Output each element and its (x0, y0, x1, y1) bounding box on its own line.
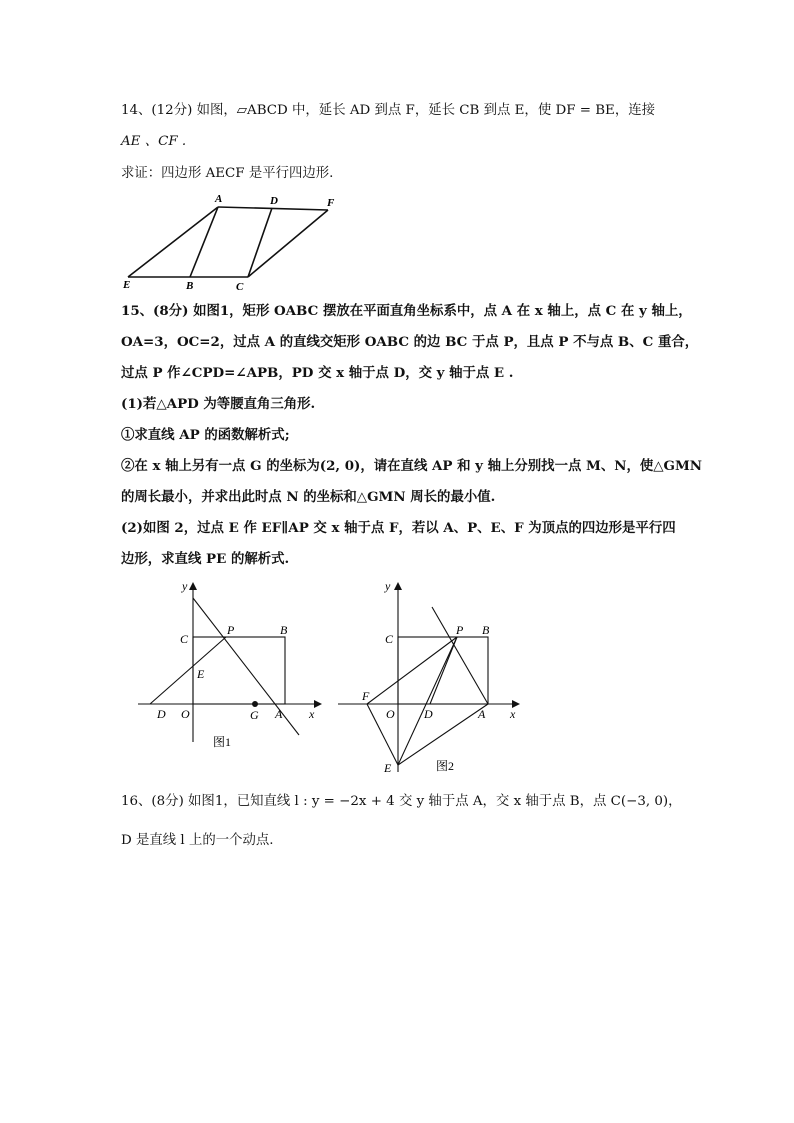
fig1-label-E: E (197, 667, 205, 681)
q16-line2: D 是直线 l 上的一个动点. (121, 833, 274, 848)
q15-line2: OA=3，OC=2，过点 A 的直线交矩形 OABC 的边 BC 于点 P，且点 P 不与点 B、C 重合， (121, 334, 699, 350)
q14-line3: 求证：四边形 AECF 是平行四边形. (121, 166, 334, 181)
fig1-caption: 图1 (213, 735, 232, 749)
fig1-label-B: B (280, 623, 288, 637)
fig2-label-F: F (362, 689, 370, 703)
fig1-label-D: D (157, 707, 166, 721)
fig2-label-D: D (424, 707, 433, 721)
fig2-label-y: y (385, 579, 391, 593)
fig2-label-B: B (482, 623, 490, 637)
fig2-label-E: E (384, 761, 392, 775)
q15-line8: (2)如图 2，过点 E 作 EF∥AP 交 x 轴于点 F，若以 A、P、E、F 为顶点的四边形是平行四 (121, 520, 676, 536)
q15-line7: 的周长最小，并求出此时点 N 的坐标和△GMN 周长的最小值. (121, 489, 496, 505)
fig2-label-O: O (386, 707, 395, 721)
q14-label-F: F (327, 197, 335, 209)
fig2-label-x: x (510, 707, 516, 721)
fig1-label-O: O (181, 707, 190, 721)
q15-line9: 边形，求直线 PE 的解析式. (121, 551, 290, 567)
fig2-label-A: A (478, 707, 486, 721)
fig1-label-P: P (227, 623, 235, 637)
q14-line2: AE 、CF . (121, 134, 187, 149)
fig2-label-P: P (456, 623, 464, 637)
fig1-label-x: x (309, 707, 315, 721)
q14-label-D: D (270, 195, 278, 207)
fig2-label-C: C (385, 632, 394, 646)
q15-line6: ②在 x 轴上另有一点 G 的坐标为(2, 0)，请在直线 AP 和 y 轴上分别找一点 M、N，使△GMN (121, 458, 703, 474)
q14-label-B: B (186, 280, 194, 292)
q14-line1: 14、(12分) 如图，▱ABCD 中，延长 AD 到点 F，延长 CB 到点 E，使 DF = BE，连接 (121, 103, 656, 118)
q14-label-C: C (236, 281, 244, 293)
q15-line3: 过点 P 作∠CPD=∠APB，PD 交 x 轴于点 D，交 y 轴于点 E . (121, 365, 514, 381)
fig1-label-A: A (275, 707, 283, 721)
q16-line1: 16、(8分) 如图1，已知直线 l : y = −2x + 4 交 y 轴于点 A，交 x 轴于点 B，点 C(−3, 0)， (121, 794, 682, 809)
fig1-label-G: G (250, 708, 259, 722)
fig2-caption: 图2 (436, 759, 455, 773)
q15-line4: (1)若△APD 为等腰直角三角形. (121, 396, 316, 412)
fig1-label-y: y (182, 579, 188, 593)
q14-label-A: A (215, 193, 223, 205)
q15-line5: ①求直线 AP 的函数解析式; (121, 427, 290, 443)
q15-line1: 15、(8分) 如图1，矩形 OABC 摆放在平面直角坐标系中，点 A 在 x 轴上，点 C 在 y 轴上， (121, 303, 692, 319)
fig1-label-C: C (180, 632, 189, 646)
q14-label-E: E (123, 279, 131, 291)
